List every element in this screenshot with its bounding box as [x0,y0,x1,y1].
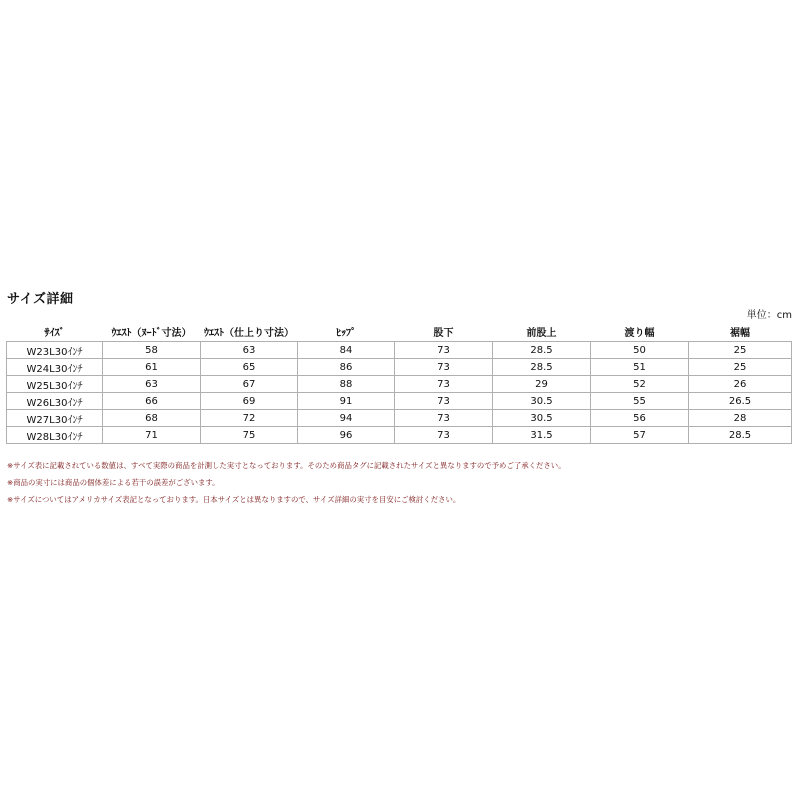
header-size: ｻｲｽﾞ [44,328,65,339]
table-row [7,427,792,444]
table-cell: 73 [395,410,493,427]
table-cell: 50 [591,342,689,359]
note-us-sizing: ※サイズについてはアメリカサイズ表記となっております。日本サイズとは異なりますので、サイズ詳細の実寸を目安にご検討ください。 [7,495,461,504]
table-row [7,393,792,410]
table-cell: 28.5 [493,342,591,359]
header-hem-width: 裾幅 [730,328,750,339]
size-cell: W23L30ｲﾝﾁ [7,342,103,359]
page-title: サイズ詳細 [7,292,74,307]
table-cell: 30.5 [493,410,591,427]
table-cell: 88 [298,376,395,393]
table-cell: 25 [689,342,792,359]
table-cell: 73 [395,427,493,444]
table-cell: 94 [298,410,395,427]
table-cell: 72 [201,410,298,427]
table-cell: 73 [395,376,493,393]
size-table [6,322,792,444]
table-cell: 63 [103,376,201,393]
table-cell: 31.5 [493,427,591,444]
table-cell: 28 [689,410,792,427]
table-row [7,376,792,393]
header-waist-finished: ｳｴｽﾄ（仕上り寸法） [204,328,294,339]
table-cell: 61 [103,359,201,376]
table-cell: 51 [591,359,689,376]
header-inseam: 股下 [433,328,454,339]
table-cell: 91 [298,393,395,410]
table-cell: 73 [395,342,493,359]
table-cell: 86 [298,359,395,376]
table-cell: 96 [298,427,395,444]
table-row [7,359,792,376]
table-cell: 67 [201,376,298,393]
table-cell: 73 [395,393,493,410]
table-cell: 84 [298,342,395,359]
table-cell: 71 [103,427,201,444]
table-row [7,342,792,359]
header-front-rise: 前股上 [526,328,557,339]
table-cell: 26 [689,376,792,393]
table-cell: 28.5 [493,359,591,376]
table-cell: 30.5 [493,393,591,410]
table-cell: 63 [201,342,298,359]
table-cell: 58 [103,342,201,359]
table-cell: 28.5 [689,427,792,444]
header-hip: ﾋｯﾌﾟ [336,328,356,339]
header-row [7,322,792,342]
notes-section [7,462,792,513]
table-cell: 66 [103,393,201,410]
note-measurement: ※サイズ表に記載されている数値は、すべて実際の商品を計測した実寸となっております。そのため商品タグに記載されたサイズと異なりますので予めご了承ください。 [7,461,566,470]
size-cell: W26L30ｲﾝﾁ [7,393,103,410]
size-cell: W28L30ｲﾝﾁ [7,427,103,444]
table-cell: 68 [103,410,201,427]
table-cell: 52 [591,376,689,393]
size-cell: W25L30ｲﾝﾁ [7,376,103,393]
table-cell: 69 [201,393,298,410]
table-row [7,410,792,427]
header-waist-nude: ｳｴｽﾄ（ﾇｰﾄﾞ寸法） [111,328,192,339]
note-individual-variance: ※商品の実寸には商品の個体差による若干の誤差がございます。 [7,478,220,487]
unit-label: 単位：cm [746,310,792,321]
table-cell: 57 [591,427,689,444]
table-cell: 73 [395,359,493,376]
size-cell: W27L30ｲﾝﾁ [7,410,103,427]
size-cell: W24L30ｲﾝﾁ [7,359,103,376]
header-thigh-width: 渡り幅 [624,328,655,339]
table-cell: 56 [591,410,689,427]
table-cell: 55 [591,393,689,410]
table-cell: 26.5 [689,393,792,410]
table-cell: 29 [493,376,591,393]
table-cell: 75 [201,427,298,444]
table-cell: 25 [689,359,792,376]
table-cell: 65 [201,359,298,376]
